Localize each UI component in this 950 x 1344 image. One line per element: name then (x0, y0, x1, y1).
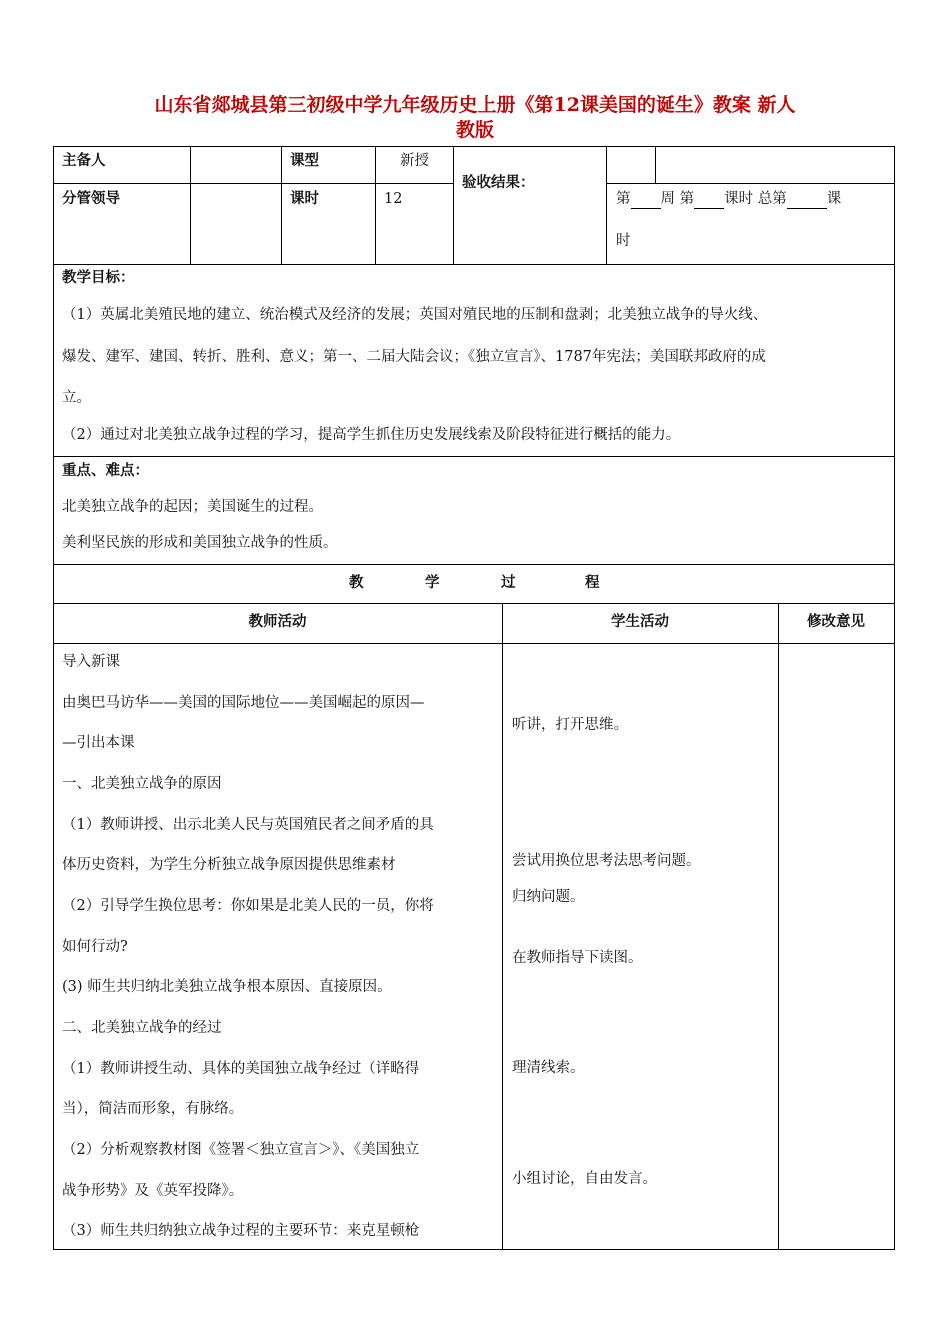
week-blank (631, 194, 661, 209)
student-line: 尝试用换位思考法思考问题。 (512, 853, 701, 869)
schedule-total-suffix: 课 (826, 191, 842, 207)
class-hours-label: 课时 (290, 190, 319, 207)
rule (53, 183, 453, 184)
rule (453, 146, 454, 264)
rule (281, 146, 282, 264)
rule (53, 456, 895, 457)
teacher-line: （1）教师讲授、出示北美人民与英国殖民者之间矛盾的具 (62, 817, 434, 833)
title-line-2: 教版 (455, 119, 494, 141)
rule (53, 1249, 895, 1250)
acceptance-label: 验收结果： (462, 174, 535, 191)
schedule-line-2: 时 (616, 233, 631, 249)
lesson-type-label: 课型 (290, 152, 319, 169)
teacher-line: （3）师生共归纳独立战争过程的主要环节：来克星顿枪 (62, 1223, 420, 1239)
teacher-line: 由奥巴马访华——美国的国际地位——美国崛起的原因— (62, 695, 425, 711)
schedule-line (616, 189, 841, 209)
teacher-line: （2）引导学生换位思考：你如果是北美人民的一员，你将 (62, 898, 434, 914)
rule (53, 564, 895, 565)
teacher-line: （2）分析观察教材图《签署＜独立宣言＞》、《美国独立 (62, 1142, 420, 1158)
revision-notes-header: 修改意见 (807, 613, 865, 630)
rule (655, 146, 656, 183)
rule (606, 183, 895, 184)
teacher-line: 当），简洁而形象，有脉络。 (62, 1101, 244, 1117)
leader-label: 分管领导 (62, 190, 120, 207)
rule (375, 146, 376, 264)
key-points-line-2: 美利坚民族的形成和美国独立战争的性质。 (62, 535, 338, 551)
rule (53, 264, 895, 265)
rule (53, 146, 54, 1250)
teacher-line: 导入新课 (62, 654, 120, 670)
key-points-heading: 重点、难点： (62, 462, 149, 479)
goals-heading: 教学目标： (62, 269, 135, 286)
total-blank (787, 194, 827, 209)
schedule-week-suffix: 周 第 (660, 191, 695, 207)
rule (53, 146, 895, 147)
goals-line-4: （2）通过对北美独立战争过程的学习，提高学生抓住历史发展线索及阶段特征进行概括的能力。 (62, 427, 681, 443)
rule (502, 603, 503, 1249)
teacher-line: 战争形势》及《英军投降》。 (62, 1183, 244, 1199)
schedule-total-prefix: 课时 总第 (724, 191, 787, 207)
student-line: 理清线索。 (512, 1060, 585, 1076)
rule (778, 603, 779, 1249)
rule (894, 146, 895, 1250)
teacher-line: 体历史资料，为学生分析独立战争原因提供思维素材 (62, 857, 396, 873)
teacher-line: 二、北美独立战争的经过 (62, 1020, 222, 1036)
student-line: 听讲，打开思维。 (512, 717, 628, 733)
process-char-4: 程 (585, 574, 600, 591)
student-activity-header: 学生活动 (611, 613, 669, 630)
goals-line-3: 立。 (62, 390, 91, 406)
title-line-1: 山东省郯城县第三初级中学九年级历史上册《第12课美国的诞生》教案 新人 (154, 94, 796, 116)
teacher-line: 一、北美独立战争的原因 (62, 776, 222, 792)
process-char-2: 学 (425, 574, 440, 591)
lesson-blank (694, 194, 724, 209)
teacher-line: —引出本课 (62, 735, 135, 751)
process-char-1: 教 (349, 574, 364, 591)
lesson-type-value: 新授 (400, 153, 429, 169)
student-line: 归纳问题。 (512, 889, 585, 905)
goals-line-1: （1）英属北美殖民地的建立、统治模式及经济的发展；英国对殖民地的压制和盘剥；北美独立战争的导火线、 (62, 307, 768, 323)
rule (606, 146, 607, 264)
schedule-week-prefix: 第 (616, 191, 631, 207)
teacher-line: （1）教师讲授生动、具体的美国独立战争经过（详略得 (62, 1061, 420, 1077)
student-line: 小组讨论，自由发言。 (512, 1171, 657, 1187)
process-char-3: 过 (501, 574, 516, 591)
goals-line-2: 爆发、建军、建国、转折、胜利、意义；第一、二届大陆会议；《独立宣言》、1787年宪法；美国联邦政府的成 (62, 349, 766, 365)
class-hours-value: 12 (384, 191, 403, 207)
document-title (60, 93, 890, 143)
key-points-line-1: 北美独立战争的起因；美国诞生的过程。 (62, 499, 323, 515)
teacher-line: 如何行动? (62, 939, 128, 955)
rule (190, 146, 191, 264)
student-line: 在教师指导下读图。 (512, 950, 643, 966)
preparer-label: 主备人 (62, 152, 106, 169)
rule (53, 643, 895, 644)
teacher-line: (3) 师生共归纳北美独立战争根本原因、直接原因。 (62, 979, 392, 995)
teacher-activity-header: 教师活动 (248, 613, 307, 630)
rule (53, 603, 895, 604)
